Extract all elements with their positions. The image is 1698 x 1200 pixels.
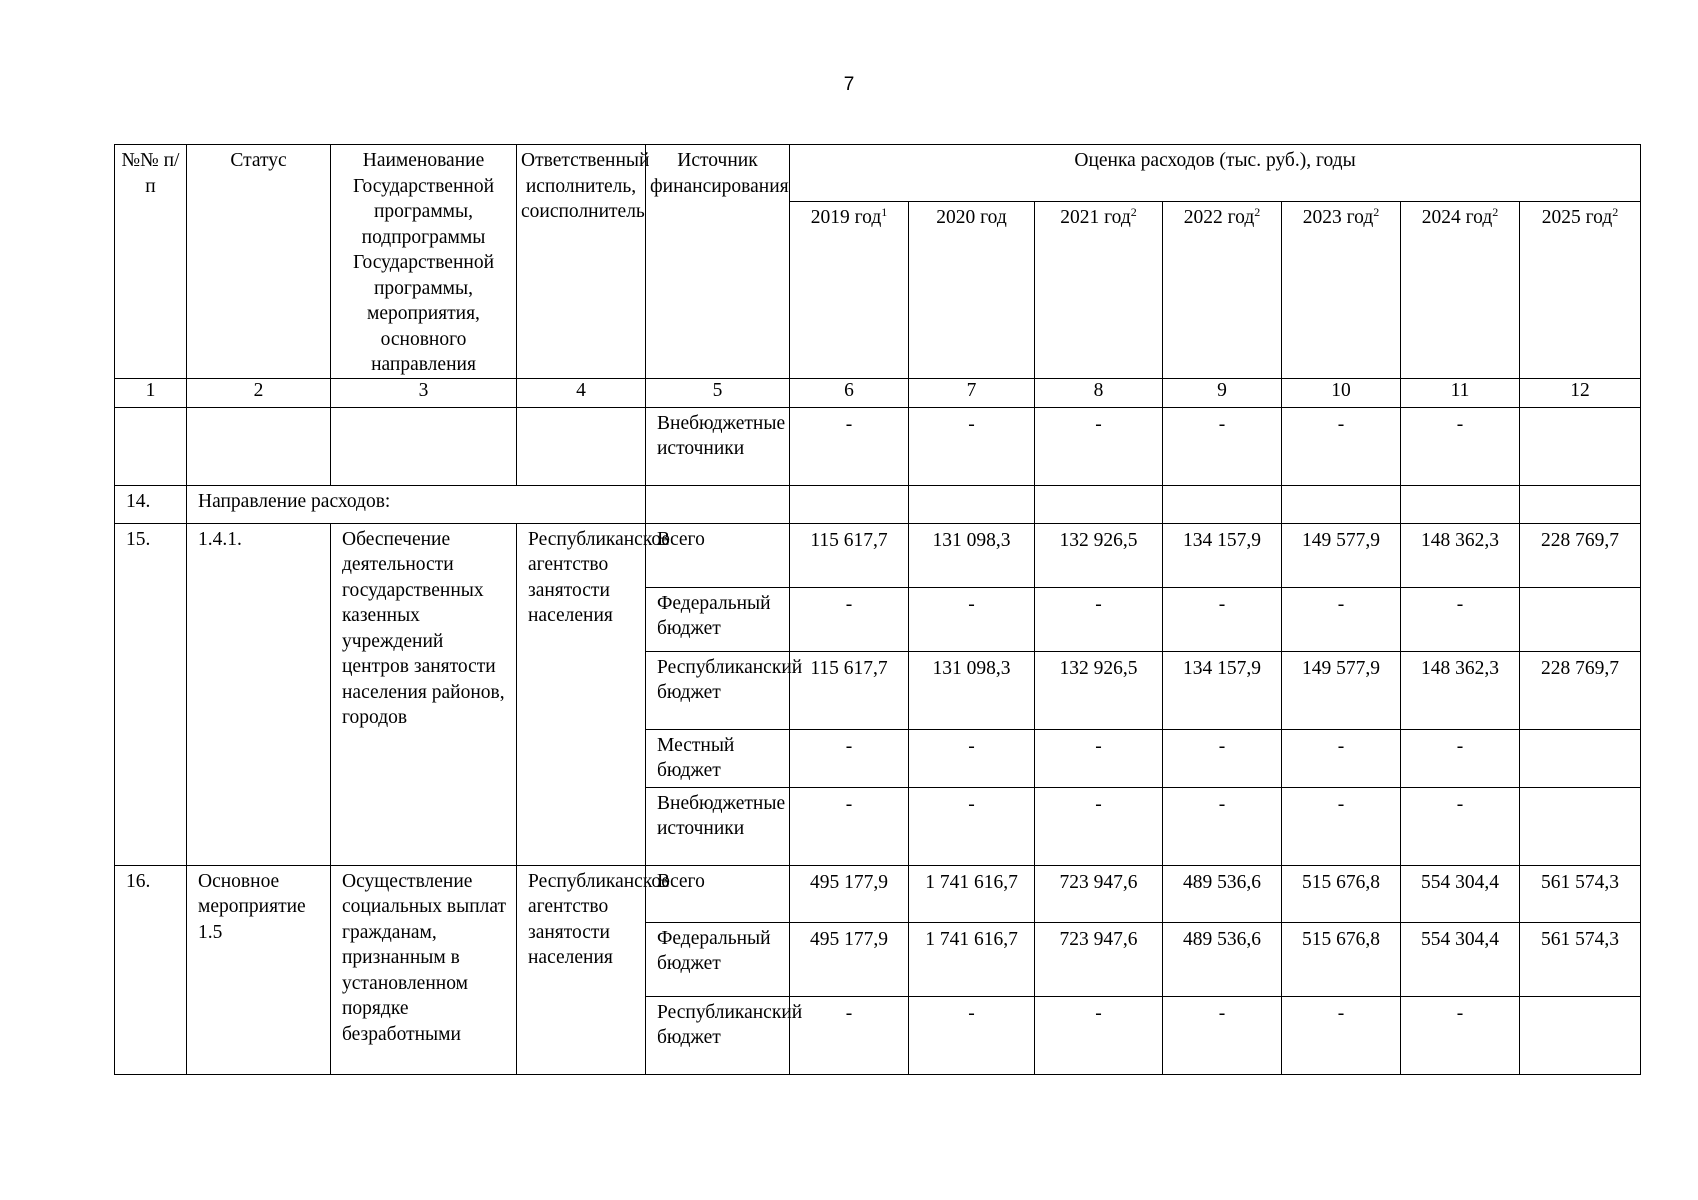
source-cell: Федеральный бюджет <box>646 922 790 996</box>
value-cell: 515 676,8 <box>1282 865 1401 922</box>
index-cell: 8 <box>1035 378 1163 407</box>
empty-cell <box>909 485 1035 523</box>
value-cell: - <box>1035 407 1163 485</box>
value-cell: - <box>1035 587 1163 651</box>
index-cell: 6 <box>790 378 909 407</box>
value-cell: - <box>1163 787 1282 865</box>
value-cell: 228 769,7 <box>1520 523 1641 587</box>
value-cell: - <box>1035 729 1163 787</box>
value-cell: 495 177,9 <box>790 865 909 922</box>
executor-cell: Республиканское агентство занятости населения <box>517 523 646 865</box>
value-cell: - <box>1035 996 1163 1074</box>
table-row <box>115 407 1641 485</box>
source-cell: Всего <box>646 865 790 922</box>
name-cell: Осуществление социальных выплат гражданам, признанным в установленном порядке безработными <box>331 865 517 1074</box>
empty-cell <box>331 407 517 485</box>
row-num: 16. <box>115 865 187 1074</box>
header-status: Статус <box>187 145 331 379</box>
header-source: Источник финансирования <box>646 145 790 379</box>
value-cell: - <box>1401 787 1520 865</box>
name-cell: Обеспечение деятельности государственных казенных учреждений центров занятости населения районов, городов <box>331 523 517 865</box>
header-year: 2025 год$^2$ <box>1520 202 1641 378</box>
value-cell: 515 676,8 <box>1282 922 1401 996</box>
source-cell: Внебюджетные источники <box>646 407 790 485</box>
value-cell: 228 769,7 <box>1520 651 1641 729</box>
value-cell: - <box>1401 587 1520 651</box>
value-cell <box>1520 587 1641 651</box>
expense-direction: Направление расходов: <box>187 485 646 523</box>
empty-cell <box>115 407 187 485</box>
value-cell: 132 926,5 <box>1035 523 1163 587</box>
value-cell: - <box>1163 996 1282 1074</box>
value-cell: 131 098,3 <box>909 523 1035 587</box>
value-cell: - <box>1282 729 1401 787</box>
header-year: 2023 год$^2$ <box>1282 202 1401 378</box>
value-cell <box>1520 996 1641 1074</box>
value-cell: 115 617,7 <box>790 523 909 587</box>
header-executor: Ответственный исполнитель, соисполнитель <box>517 145 646 379</box>
index-cell: 3 <box>331 378 517 407</box>
index-cell: 11 <box>1401 378 1520 407</box>
value-cell: 561 574,3 <box>1520 865 1641 922</box>
empty-cell <box>1282 485 1401 523</box>
value-cell: - <box>1163 587 1282 651</box>
index-cell: 1 <box>115 378 187 407</box>
status-cell: 1.4.1. <box>187 523 331 865</box>
value-cell: - <box>909 729 1035 787</box>
value-cell: - <box>1401 729 1520 787</box>
table-row <box>115 485 1641 523</box>
index-cell: 4 <box>517 378 646 407</box>
index-row <box>115 378 1641 407</box>
value-cell: - <box>909 996 1035 1074</box>
value-cell: - <box>790 587 909 651</box>
empty-cell <box>790 485 909 523</box>
value-cell <box>1520 407 1641 485</box>
row-num: 15. <box>115 523 187 865</box>
value-cell: 489 536,6 <box>1163 865 1282 922</box>
header-year: 2024 год$^2$ <box>1401 202 1520 378</box>
header-year: 2022 год$^2$ <box>1163 202 1282 378</box>
value-cell: - <box>1401 996 1520 1074</box>
source-cell: Республиканский бюджет <box>646 651 790 729</box>
source-cell: Республиканский бюджет <box>646 996 790 1074</box>
table-row <box>115 523 1641 587</box>
table-row <box>115 865 1641 922</box>
value-cell: 495 177,9 <box>790 922 909 996</box>
status-cell: Основное мероприятие 1.5 <box>187 865 331 1074</box>
index-cell: 7 <box>909 378 1035 407</box>
index-cell: 2 <box>187 378 331 407</box>
value-cell: - <box>1282 787 1401 865</box>
header-num: №№ п/п <box>115 145 187 379</box>
value-cell: - <box>790 996 909 1074</box>
value-cell: 489 536,6 <box>1163 922 1282 996</box>
value-cell: 149 577,9 <box>1282 651 1401 729</box>
empty-cell <box>1520 485 1641 523</box>
header-costs: Оценка расходов (тыс. руб.), годы <box>790 145 1641 202</box>
value-cell: - <box>1282 996 1401 1074</box>
header-year: 2020 год <box>909 202 1035 378</box>
value-cell: 148 362,3 <box>1401 523 1520 587</box>
index-cell: 5 <box>646 378 790 407</box>
value-cell: 134 157,9 <box>1163 523 1282 587</box>
row-num: 14. <box>115 485 187 523</box>
value-cell: - <box>1401 407 1520 485</box>
value-cell: 134 157,9 <box>1163 651 1282 729</box>
empty-cell <box>517 407 646 485</box>
source-cell: Всего <box>646 523 790 587</box>
value-cell: 723 947,6 <box>1035 865 1163 922</box>
header-year: 2021 год$^2$ <box>1035 202 1163 378</box>
value-cell: 149 577,9 <box>1282 523 1401 587</box>
source-cell: Федеральный бюджет <box>646 587 790 651</box>
value-cell: - <box>1035 787 1163 865</box>
empty-cell <box>187 407 331 485</box>
value-cell: 1 741 616,7 <box>909 865 1035 922</box>
value-cell: 115 617,7 <box>790 651 909 729</box>
header-year: 2019 год$^1$ <box>790 202 909 378</box>
empty-cell <box>1163 485 1282 523</box>
value-cell <box>1520 787 1641 865</box>
value-cell <box>1520 729 1641 787</box>
value-cell: 148 362,3 <box>1401 651 1520 729</box>
value-cell: 132 926,5 <box>1035 651 1163 729</box>
value-cell: - <box>790 787 909 865</box>
value-cell: - <box>1282 587 1401 651</box>
value-cell: 561 574,3 <box>1520 922 1641 996</box>
value-cell: - <box>790 729 909 787</box>
empty-cell <box>1035 485 1163 523</box>
value-cell: 554 304,4 <box>1401 865 1520 922</box>
empty-cell <box>1401 485 1520 523</box>
value-cell: 131 098,3 <box>909 651 1035 729</box>
source-cell: Местный бюджет <box>646 729 790 787</box>
index-cell: 9 <box>1163 378 1282 407</box>
header-name: Наименование Государственной программы, подпрограммы Государственной программы, мероприятия, основного направления <box>331 145 517 379</box>
index-cell: 12 <box>1520 378 1641 407</box>
value-cell: 1 741 616,7 <box>909 922 1035 996</box>
value-cell: - <box>909 587 1035 651</box>
value-cell: - <box>790 407 909 485</box>
executor-cell: Республиканское агентство занятости населения <box>517 865 646 1074</box>
value-cell: - <box>909 787 1035 865</box>
page-number: 7 <box>843 74 855 95</box>
value-cell: 723 947,6 <box>1035 922 1163 996</box>
value-cell: 554 304,4 <box>1401 922 1520 996</box>
index-cell: 10 <box>1282 378 1401 407</box>
value-cell: - <box>1163 729 1282 787</box>
empty-cell <box>646 485 790 523</box>
budget-table <box>114 144 1641 1075</box>
value-cell: - <box>909 407 1035 485</box>
source-cell: Внебюджетные источники <box>646 787 790 865</box>
value-cell: - <box>1282 407 1401 485</box>
value-cell: - <box>1163 407 1282 485</box>
